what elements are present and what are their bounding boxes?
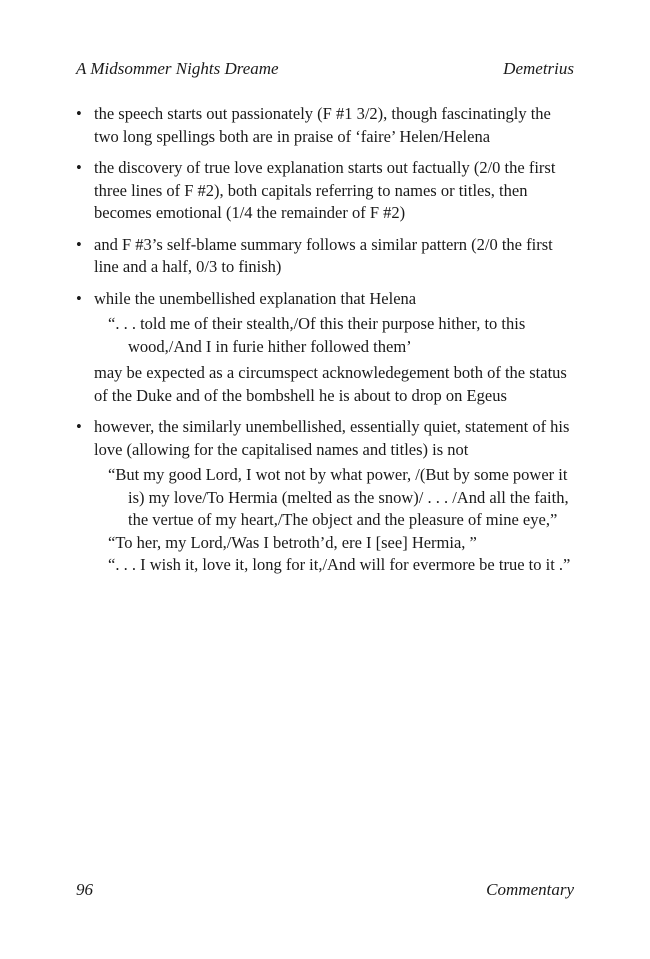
bullet-text: the discovery of true love explanation starts out factually (2/0 the first three lines of F #2), both capitals referring to names or titles, then becomes emotional (1/4 the remainder of F #2) [94, 158, 556, 222]
quote-group [94, 464, 576, 577]
quotation: “To her, my Lord,/Was I betroth’d, ere I [see] Hermia, ” [108, 532, 477, 552]
bullet-item [76, 416, 576, 577]
bullet-icon: • [76, 288, 82, 308]
book-title: A Midsommer Nights Dreame [76, 59, 279, 78]
quote-group [94, 313, 576, 358]
page-number: 96 [76, 880, 93, 899]
bullet-item [76, 234, 576, 279]
bullet-text: and F #3’s self-blame summary follows a similar pattern (2/0 the first line and a half, 0/3 to finish) [94, 234, 553, 276]
quotation: “But my good Lord, I wot not by what power, /(But by some power it is) my love/To Hermia (melted as the snow)/ . . . /And all the faith, the vertue of my heart,/The object and the pleasure of mine eye,” [108, 465, 569, 529]
quotation: “. . . I wish it, love it, long for it,/And will for evermore be true to it .” [108, 555, 571, 574]
running-header [76, 59, 574, 79]
bullet-item [76, 157, 576, 225]
bullet-icon: • [76, 234, 82, 254]
bullet-text: while the unembellished explanation that Helena [94, 288, 417, 308]
commentary-body [76, 103, 576, 586]
bullet-item [76, 288, 576, 408]
bullet-item [76, 103, 576, 148]
quotation: “. . . told me of their stealth,/Of this their purpose hither, to this wood,/And I in furie hither followed them’ [108, 314, 526, 356]
bullet-text: the speech starts out passionately (F #1 3/2), though fascinatingly the two long spellings both are in praise of ‘faire’ Helen/Helena [94, 104, 551, 146]
bullet-icon: • [76, 417, 82, 436]
bullet-text: however, the similarly unembellished, essentially quiet, statement of his love (allowing for the capitalised names and titles) is not [94, 417, 570, 459]
continuation-text: may be expected as a circumspect acknowledegement both of the status of the Duke and of the bombshell he is about to drop on Egeus [94, 363, 567, 405]
running-footer [76, 880, 574, 900]
character-name: Demetrius [503, 59, 574, 78]
section-name: Commentary [486, 880, 574, 899]
bullet-icon: • [76, 104, 82, 123]
bullet-icon: • [76, 158, 82, 177]
